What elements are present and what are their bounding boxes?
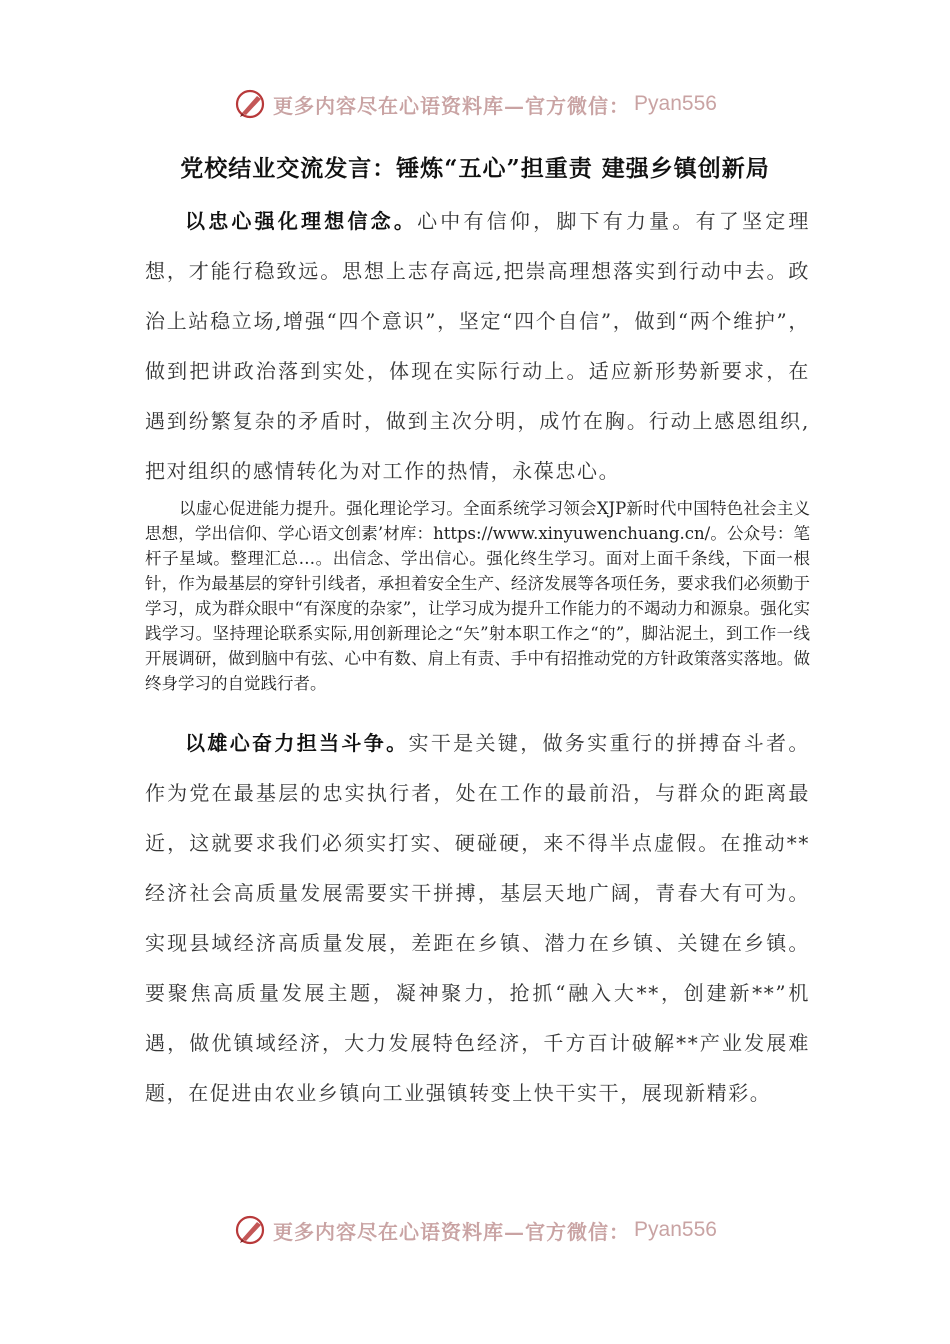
document-title: 党校结业交流发言：锤炼“五心”担重责 建强乡镇创新局: [180, 155, 770, 182]
pen-logo-icon: [233, 1212, 269, 1248]
pen-logo-icon: [233, 86, 269, 122]
paragraph-loyalty: [145, 196, 810, 496]
top-banner: [0, 84, 950, 124]
paragraph-body: 心中有信仰，脚下有力量。有了坚定理想，才能行稳致远。思想上志存高远,把崇高理想落实到行动中去。政治上站稳立场,增强“四个意识”，坚定“四个自信”，做到“两个维护”，做到把讲政治落到实处，体现在实际行动上。适应新形势新要求，在遇到纷繁复杂的矛盾时，做到主次分明，成竹在胸。行动上感恩组织,把对组织的感情转化为对工作的热情，永葆忠心。: [145, 209, 810, 483]
paragraph-lead: 以忠心强化理想信念。: [185, 209, 418, 233]
paragraph-ambition: [145, 718, 810, 1118]
paragraph-body: 实干是关键，做务实重行的拼搏奋斗者。作为党在最基层的忠实执行者，处在工作的最前沿，与群众的距离最近，这就要求我们必须实打实、硬碰硬，来不得半点虚假。在推动**经济社会高质量发展需要实干拼搏，基层天地广阔，青春大有可为。实现县域经济高质量发展，差距在乡镇、潜力在乡镇、关键在乡镇。要聚焦高质量发展主题，凝神聚力，抢抓“融入大**，创建新**”机遇，做优镇域经济，大力发展特色经济，千方百计破解**产业发展难题，在促进由农业乡镇向工业强镇转变上快干实干，展现新精彩。: [145, 731, 810, 1105]
banner-wechat-id: Pyan556: [634, 1218, 717, 1241]
paragraph-lead: 以雄心奋力担当斗争。: [185, 731, 409, 755]
banner-text: 更多内容尽在心语资料库—官方微信：: [273, 93, 631, 118]
bottom-banner: [0, 1210, 950, 1250]
banner-wechat-id: Pyan556: [634, 92, 717, 115]
banner-text: 更多内容尽在心语资料库—官方微信：: [273, 1219, 631, 1244]
paragraph-humility: 以虚心促进能力提升。强化理论学习。全面系统学习领会XJP新时代中国特色社会主义思想，学出信仰、学心语文创素’材库：https://www.xinyuwenchuang.cn/。公众号：笔杆子星域。整理汇总…。出信念、学出信心。强化终生学习。面对上面千条线，下面一根针，作为最基层的穿针引线者，承担着安全生产、经济发展等各项任务，要求我们必须勤于学习，成为群众眼中“有深度的杂家”，让学习成为提升工作能力的不竭动力和源泉。强化实践学习。坚持理论联系实际,用创新理论之“矢”射本职工作之“的”，脚沾泥土，到工作一线开展调研，做到脑中有弦、心中有数、肩上有责、手中有招推动党的方针政策落实落地。做终身学习的自觉践行者。: [145, 499, 810, 693]
